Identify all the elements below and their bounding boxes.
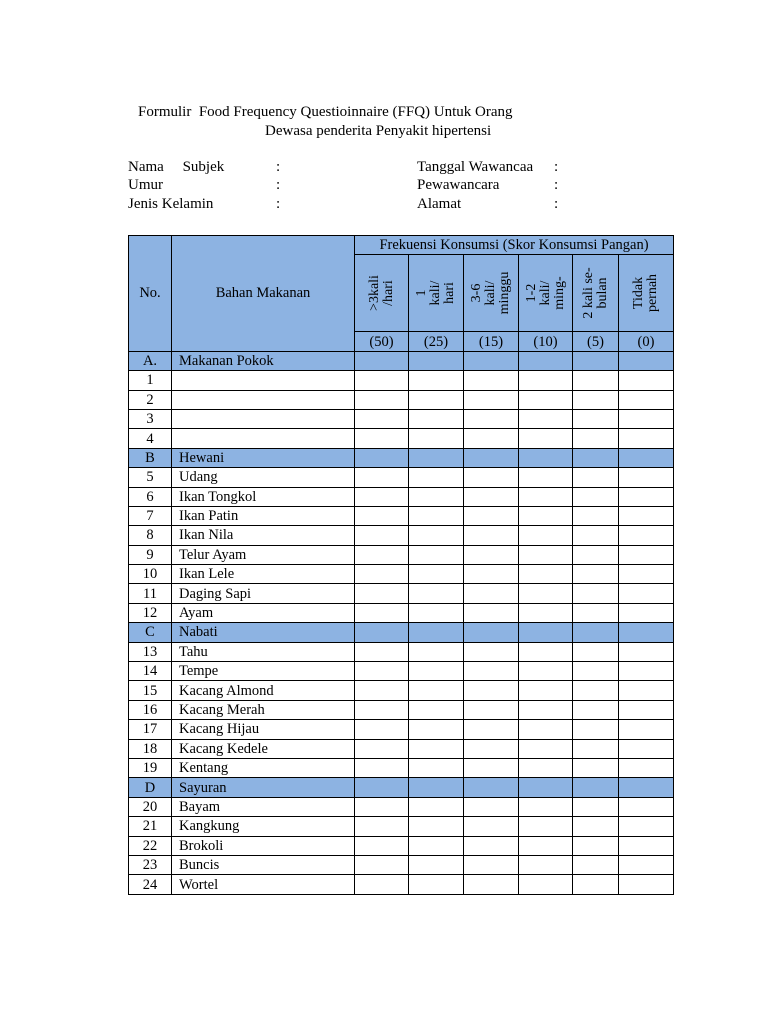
frequency-cell[interactable] — [519, 739, 573, 758]
bahan-makanan-header: Bahan Makanan — [172, 236, 355, 352]
frequency-cell[interactable] — [573, 584, 619, 603]
freq-column-label: 2 kali se- bulan — [580, 267, 610, 320]
freq-column-label: 1-2 kali/ ming- — [523, 276, 567, 311]
frequency-cell[interactable] — [464, 817, 519, 836]
frequency-cell[interactable] — [573, 603, 619, 622]
food-name: Brokoli — [172, 836, 355, 855]
frequency-cell[interactable] — [355, 817, 409, 836]
frequency-cell[interactable] — [519, 758, 573, 777]
frequency-cell[interactable] — [573, 662, 619, 681]
frequency-cell[interactable] — [619, 739, 674, 758]
frequency-cell[interactable] — [464, 565, 519, 584]
row-number: 14 — [129, 662, 172, 681]
frequency-cell — [519, 623, 573, 642]
food-name: Kacang Hijau — [172, 720, 355, 739]
frequency-cell[interactable] — [355, 855, 409, 874]
table-row — [129, 603, 674, 622]
table-row — [129, 526, 674, 545]
frequency-cell[interactable] — [409, 487, 464, 506]
frequency-cell[interactable] — [573, 681, 619, 700]
table-row — [129, 487, 674, 506]
frequency-cell — [355, 351, 409, 370]
row-number: 10 — [129, 565, 172, 584]
frequency-cell[interactable] — [464, 797, 519, 816]
frequency-cell[interactable] — [573, 487, 619, 506]
frequency-cell[interactable] — [519, 720, 573, 739]
frequency-cell[interactable] — [464, 662, 519, 681]
row-number: 1 — [129, 371, 172, 390]
food-name: Ikan Patin — [172, 506, 355, 525]
category-row — [129, 351, 674, 370]
frequency-cell — [409, 448, 464, 467]
frequency-cell[interactable] — [519, 429, 573, 448]
frequency-cell[interactable] — [409, 758, 464, 777]
frequency-cell[interactable] — [355, 545, 409, 564]
table-row — [129, 836, 674, 855]
frequency-cell[interactable] — [519, 797, 573, 816]
frequency-cell[interactable] — [573, 506, 619, 525]
food-name — [172, 409, 355, 428]
frequency-cell[interactable] — [619, 720, 674, 739]
category-row — [129, 778, 674, 797]
frequency-cell[interactable] — [619, 487, 674, 506]
table-row — [129, 565, 674, 584]
frequency-cell[interactable] — [355, 487, 409, 506]
frequency-cell[interactable] — [573, 797, 619, 816]
category-row — [129, 623, 674, 642]
row-number: 17 — [129, 720, 172, 739]
frequency-cell[interactable] — [409, 409, 464, 428]
frequency-cell[interactable] — [519, 409, 573, 428]
frequency-cell[interactable] — [573, 429, 619, 448]
ffq-table — [128, 235, 674, 895]
frequency-cell[interactable] — [573, 468, 619, 487]
table-row — [129, 700, 674, 719]
frequency-cell — [619, 448, 674, 467]
frequency-cell[interactable] — [355, 642, 409, 661]
food-name: Sayuran — [172, 778, 355, 797]
frequency-cell[interactable] — [355, 720, 409, 739]
frequency-cell[interactable] — [619, 797, 674, 816]
frequency-cell — [519, 778, 573, 797]
frequency-cell[interactable] — [619, 409, 674, 428]
frequency-cell[interactable] — [355, 390, 409, 409]
frequency-cell — [409, 778, 464, 797]
alamat-colon: : — [554, 196, 559, 212]
frequency-cell[interactable] — [573, 642, 619, 661]
frequency-cell[interactable] — [355, 603, 409, 622]
food-name: Udang — [172, 468, 355, 487]
frequency-cell[interactable] — [464, 390, 519, 409]
row-number: 16 — [129, 700, 172, 719]
row-number: 6 — [129, 487, 172, 506]
category-row — [129, 448, 674, 467]
frequency-cell[interactable] — [519, 390, 573, 409]
frequency-cell[interactable] — [409, 662, 464, 681]
umur-label: Umur — [128, 177, 163, 193]
frequency-cell — [355, 448, 409, 467]
frequency-cell — [519, 448, 573, 467]
nama-subjek-label: Nama Subjek — [128, 159, 225, 175]
frequency-cell[interactable] — [409, 700, 464, 719]
food-name: Kentang — [172, 758, 355, 777]
row-number: B — [129, 448, 172, 467]
row-number: 20 — [129, 797, 172, 816]
tanggal-colon: : — [554, 159, 559, 175]
frequency-cell[interactable] — [464, 506, 519, 525]
food-name: Tahu — [172, 642, 355, 661]
frequency-cell[interactable] — [619, 662, 674, 681]
frequency-cell[interactable] — [409, 390, 464, 409]
frequency-cell[interactable] — [519, 468, 573, 487]
freq-column-header — [464, 255, 519, 332]
frequency-cell[interactable] — [355, 836, 409, 855]
frequency-cell — [464, 623, 519, 642]
frequency-cell[interactable] — [619, 584, 674, 603]
frequency-cell[interactable] — [619, 817, 674, 836]
frequency-cell[interactable] — [619, 526, 674, 545]
frequency-cell[interactable] — [519, 603, 573, 622]
food-name — [172, 390, 355, 409]
frequency-cell[interactable] — [355, 758, 409, 777]
frequency-cell — [355, 623, 409, 642]
umur-colon: : — [276, 177, 281, 193]
frequency-cell[interactable] — [519, 545, 573, 564]
frequency-cell — [619, 623, 674, 642]
frequency-cell[interactable] — [464, 468, 519, 487]
food-name: Ikan Nila — [172, 526, 355, 545]
frequency-cell[interactable] — [409, 429, 464, 448]
frequency-cell[interactable] — [464, 681, 519, 700]
frequency-cell[interactable] — [519, 526, 573, 545]
food-name: Kacang Merah — [172, 700, 355, 719]
frequency-cell[interactable] — [519, 487, 573, 506]
food-name: Telur Ayam — [172, 545, 355, 564]
table-row — [129, 797, 674, 816]
frequency-cell[interactable] — [464, 584, 519, 603]
frequency-cell[interactable] — [573, 739, 619, 758]
frequency-cell — [573, 351, 619, 370]
pewawancara-colon: : — [554, 177, 559, 193]
frequency-cell[interactable] — [619, 468, 674, 487]
frequency-cell[interactable] — [573, 875, 619, 894]
row-number: 21 — [129, 817, 172, 836]
frequency-cell[interactable] — [464, 739, 519, 758]
frequency-cell[interactable] — [619, 700, 674, 719]
row-number: 9 — [129, 545, 172, 564]
table-row — [129, 468, 674, 487]
table-row — [129, 758, 674, 777]
frequency-cell[interactable] — [519, 836, 573, 855]
freq-score-label: (5) — [573, 332, 619, 351]
frequency-cell[interactable] — [409, 642, 464, 661]
frequency-cell[interactable] — [464, 875, 519, 894]
frequency-cell — [573, 448, 619, 467]
frequency-cell[interactable] — [573, 700, 619, 719]
alamat-label: Alamat — [417, 196, 462, 212]
row-number: 18 — [129, 739, 172, 758]
food-name — [172, 371, 355, 390]
frequency-cell — [619, 778, 674, 797]
form-title-line-2: Dewasa penderita Penyakit hipertensi — [265, 123, 492, 139]
frequency-cell[interactable] — [519, 700, 573, 719]
frequency-cell[interactable] — [619, 390, 674, 409]
frequency-cell[interactable] — [409, 720, 464, 739]
food-name: Daging Sapi — [172, 584, 355, 603]
frequency-cell[interactable] — [619, 429, 674, 448]
frequency-cell[interactable] — [464, 487, 519, 506]
frequency-cell[interactable] — [355, 565, 409, 584]
frequency-cell[interactable] — [355, 681, 409, 700]
frequency-cell[interactable] — [619, 642, 674, 661]
frequency-cell[interactable] — [409, 836, 464, 855]
frequency-cell[interactable] — [409, 506, 464, 525]
row-number: 5 — [129, 468, 172, 487]
frequency-cell[interactable] — [464, 409, 519, 428]
table-row — [129, 429, 674, 448]
food-name: Bayam — [172, 797, 355, 816]
table-row — [129, 584, 674, 603]
freq-column-label: Tidak pernah — [631, 274, 660, 313]
row-number: 13 — [129, 642, 172, 661]
table-row — [129, 545, 674, 564]
freq-column-header — [409, 255, 464, 332]
frequency-cell[interactable] — [619, 758, 674, 777]
frequency-cell[interactable] — [573, 545, 619, 564]
frequency-cell[interactable] — [409, 526, 464, 545]
row-number: 15 — [129, 681, 172, 700]
frequency-cell[interactable] — [464, 642, 519, 661]
food-name: Ikan Tongkol — [172, 487, 355, 506]
frequency-cell[interactable] — [573, 836, 619, 855]
frequency-cell[interactable] — [409, 855, 464, 874]
frequency-cell[interactable] — [619, 545, 674, 564]
frequency-cell[interactable] — [464, 836, 519, 855]
frequency-cell[interactable] — [409, 875, 464, 894]
frequency-cell[interactable] — [355, 700, 409, 719]
frequency-cell — [464, 448, 519, 467]
freq-score-label: (50) — [355, 332, 409, 351]
frequency-cell[interactable] — [464, 720, 519, 739]
frequency-cell[interactable] — [464, 758, 519, 777]
frequency-cell[interactable] — [355, 875, 409, 894]
frequency-cell — [409, 623, 464, 642]
frequency-cell — [573, 623, 619, 642]
food-name: Ikan Lele — [172, 565, 355, 584]
frequency-cell[interactable] — [409, 681, 464, 700]
frequency-cell[interactable] — [409, 797, 464, 816]
frequency-cell — [355, 778, 409, 797]
food-name: Kacang Kedele — [172, 739, 355, 758]
row-number: 19 — [129, 758, 172, 777]
no-header: No. — [129, 236, 172, 352]
frequency-cell — [573, 778, 619, 797]
frequency-cell — [619, 351, 674, 370]
food-name: Makanan Pokok — [172, 351, 355, 370]
frequency-cell[interactable] — [619, 506, 674, 525]
frequency-cell[interactable] — [573, 390, 619, 409]
food-name — [172, 429, 355, 448]
frequency-cell[interactable] — [573, 371, 619, 390]
frequency-cell[interactable] — [355, 429, 409, 448]
frequency-cell[interactable] — [573, 855, 619, 874]
row-number: 22 — [129, 836, 172, 855]
freq-score-label: (10) — [519, 332, 573, 351]
freq-column-header — [619, 255, 674, 332]
food-name: Hewani — [172, 448, 355, 467]
frequency-cell[interactable] — [464, 371, 519, 390]
food-name: Buncis — [172, 855, 355, 874]
row-number: 8 — [129, 526, 172, 545]
frequency-cell[interactable] — [355, 584, 409, 603]
frequency-cell[interactable] — [409, 545, 464, 564]
frequency-cell[interactable] — [519, 584, 573, 603]
jenis-kelamin-colon: : — [276, 196, 281, 212]
freq-score-label: (15) — [464, 332, 519, 351]
frequency-cell[interactable] — [573, 758, 619, 777]
frequency-cell — [519, 351, 573, 370]
row-number: 7 — [129, 506, 172, 525]
row-number: 3 — [129, 409, 172, 428]
table-row — [129, 642, 674, 661]
frequency-cell[interactable] — [573, 526, 619, 545]
row-number: 11 — [129, 584, 172, 603]
frequency-cell[interactable] — [619, 565, 674, 584]
frequency-cell[interactable] — [409, 603, 464, 622]
freq-score-label: (0) — [619, 332, 674, 351]
frequency-cell[interactable] — [519, 855, 573, 874]
frequency-cell[interactable] — [619, 875, 674, 894]
frequency-cell[interactable] — [355, 739, 409, 758]
table-row — [129, 855, 674, 874]
table-row — [129, 720, 674, 739]
frequency-cell[interactable] — [409, 468, 464, 487]
frequency-cell — [409, 351, 464, 370]
frequency-cell[interactable] — [519, 875, 573, 894]
frequency-cell[interactable] — [409, 739, 464, 758]
freq-column-header — [355, 255, 409, 332]
pewawancara-label: Pewawancara — [417, 177, 500, 193]
frequency-cell[interactable] — [464, 526, 519, 545]
freq-column-label: >3kali /hari — [366, 275, 396, 312]
frequency-cell[interactable] — [464, 545, 519, 564]
form-title-line-1: Formulir Food Frequency Questioinnaire (FFQ) Untuk Orang — [138, 104, 513, 120]
frequency-cell[interactable] — [519, 565, 573, 584]
frequency-cell[interactable] — [464, 429, 519, 448]
frequency-cell — [464, 778, 519, 797]
nama-colon: : — [276, 159, 281, 175]
freq-column-header — [519, 255, 573, 332]
frequency-cell[interactable] — [573, 409, 619, 428]
frequency-cell[interactable] — [409, 817, 464, 836]
jenis-kelamin-label: Jenis Kelamin — [128, 196, 214, 212]
frequency-cell[interactable] — [464, 700, 519, 719]
row-number: A. — [129, 351, 172, 370]
frequency-cell[interactable] — [519, 817, 573, 836]
frequency-cell[interactable] — [355, 409, 409, 428]
table-row — [129, 662, 674, 681]
table-row — [129, 681, 674, 700]
table-row — [129, 875, 674, 894]
frequency-cell[interactable] — [409, 565, 464, 584]
frequency-cell[interactable] — [519, 371, 573, 390]
food-name: Ayam — [172, 603, 355, 622]
frequency-cell[interactable] — [619, 603, 674, 622]
tanggal-wawancara-label: Tanggal Wawancaa — [417, 159, 534, 175]
row-number: D — [129, 778, 172, 797]
row-number: C — [129, 623, 172, 642]
frequency-cell[interactable] — [355, 468, 409, 487]
row-number: 12 — [129, 603, 172, 622]
frequency-cell[interactable] — [409, 371, 464, 390]
row-number: 23 — [129, 855, 172, 874]
frequency-cell[interactable] — [409, 584, 464, 603]
freq-column-label: 1 kali/ hari — [414, 280, 457, 306]
table-row — [129, 371, 674, 390]
frequency-cell[interactable] — [619, 681, 674, 700]
freq-column-header — [573, 255, 619, 332]
frequency-cell[interactable] — [355, 371, 409, 390]
food-name: Nabati — [172, 623, 355, 642]
table-row — [129, 506, 674, 525]
frequency-cell[interactable] — [619, 836, 674, 855]
frequency-cell[interactable] — [464, 855, 519, 874]
row-number: 4 — [129, 429, 172, 448]
frequency-cell — [464, 351, 519, 370]
food-name: Kangkung — [172, 817, 355, 836]
row-number: 24 — [129, 875, 172, 894]
row-number: 2 — [129, 390, 172, 409]
frequency-cell[interactable] — [519, 506, 573, 525]
food-name: Tempe — [172, 662, 355, 681]
freq-column-label: 3-6 kali/ minggu — [469, 272, 512, 315]
food-name: Wortel — [172, 875, 355, 894]
table-row — [129, 739, 674, 758]
frequency-cell[interactable] — [519, 662, 573, 681]
table-row — [129, 817, 674, 836]
frequency-cell[interactable] — [619, 855, 674, 874]
table-row — [129, 409, 674, 428]
food-name: Kacang Almond — [172, 681, 355, 700]
frequency-cell[interactable] — [355, 797, 409, 816]
frequency-cell[interactable] — [355, 506, 409, 525]
frequency-cell[interactable] — [464, 603, 519, 622]
frequency-cell[interactable] — [573, 817, 619, 836]
frequency-cell[interactable] — [619, 371, 674, 390]
frequency-cell[interactable] — [519, 642, 573, 661]
table-row — [129, 390, 674, 409]
frequency-cell[interactable] — [573, 720, 619, 739]
frequency-cell[interactable] — [355, 526, 409, 545]
frequency-cell[interactable] — [355, 662, 409, 681]
frequency-cell[interactable] — [573, 565, 619, 584]
freq-score-label: (25) — [409, 332, 464, 351]
frekuensi-header: Frekuensi Konsumsi (Skor Konsumsi Pangan) — [355, 236, 674, 255]
frequency-cell[interactable] — [519, 681, 573, 700]
